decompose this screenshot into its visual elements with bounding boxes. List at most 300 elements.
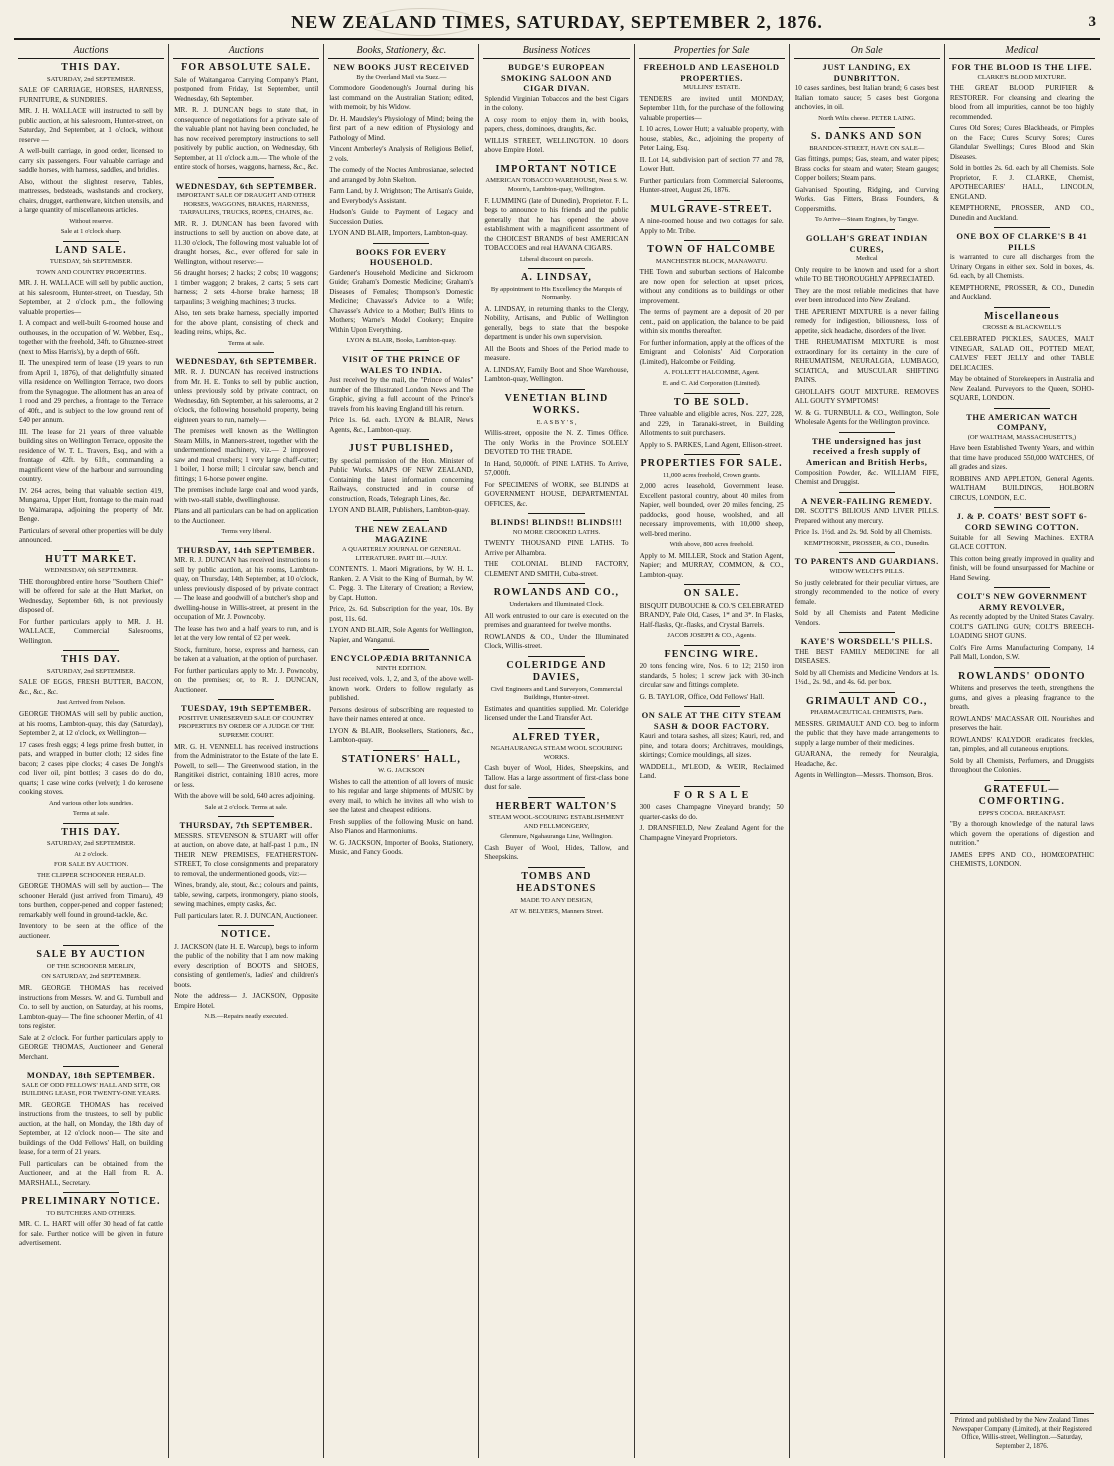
advertisement (329, 62, 473, 239)
divider (684, 706, 740, 707)
column-header: Books, Stationery, &c. (328, 44, 474, 59)
advertisement-text: AT W. BELYER'S, Manners Street. (509, 907, 604, 915)
advertisement-text: Just received by the mail, the "Prince of Wales" number of the Illustrated London News and The Graphic, giving a full account of the Prince's travels from his leaving England till his return. (329, 376, 474, 413)
divider (839, 492, 895, 493)
advertisement (19, 650, 163, 818)
advertisement-text: Wines, brandy, ale, stout, &c.; colours and paints, table, sewing, carpets, ironmongery, piano stools, sewing machines, empty casks, &c. (174, 881, 319, 909)
advertisement-text: GEORGE THOMAS will sell by public auction, at his rooms, Lambton-quay, this day (Saturday), September 2, at 12 o'clock, ex Wellington— (19, 710, 164, 737)
advertisement-title: TO BE SOLD. (673, 396, 750, 408)
advertisement-text: The comedy of the Noctes Ambrosianae, selected and arranged by John Skelton. (329, 166, 474, 184)
advertisement-subtitle: MULLINS' ESTATE. (683, 84, 741, 92)
advertisement (640, 786, 784, 844)
advertisement-text: II. The unexpired term of lease (19 years to run from April 1, 1876), of that delightfully situated villa residence on Wellington Terrace, two doors from the Synagogue. The allotment has an area of 1 rood and 29 perches, a frontage to the Terrace of 40ft., and is subject to the low ground rent of £40 per annum. (19, 359, 164, 425)
column-2 (169, 44, 324, 1458)
advertisement-text: ROWLANDS & CO., Under the Illuminated Clock, Willis-street. (484, 632, 629, 650)
advertisement-text: Just Arrived from Nelson. (56, 699, 126, 707)
column-3 (324, 44, 479, 1458)
advertisement-subtitle: TUESDAY, 5th SEPTEMBER. (49, 258, 133, 266)
advertisement-text: For further particulars apply to MR. J. H. WALLACE, Commercial Salesrooms, Wellington. (19, 617, 164, 645)
advertisement-title: ROWLANDS' ODONTO (958, 670, 1086, 682)
advertisement-text: KEMPTHORNE, PROSSER, AND CO., Dunedin and Auckland. (949, 204, 1094, 222)
advertisement (795, 632, 939, 688)
advertisement-title: THIS DAY. (61, 826, 121, 838)
divider (373, 243, 429, 244)
advertisement-text: Full particulars can be obtained from the Auctioneer, and at the Hall from R. A. MARSHALL, Secretary. (19, 1159, 164, 1187)
advertisement-text: The premises include large coal and wood yards, with two-stall stable, dwellinghouse. (174, 486, 319, 504)
advertisement (640, 645, 784, 703)
advertisement-subtitle: IMPORTANT SALE OF DRAUGHT AND OTHER HORSES, WAGGONS, BRAKES, HARNESS, TARPAULINS, TRUCKS, ROPES, CHAINS, &c. (176, 192, 316, 217)
advertisement-title: VENETIAN BLIND WORKS. (504, 392, 609, 417)
divider (528, 389, 584, 390)
advertisement (329, 243, 473, 346)
advertisement-text: GEORGE THOMAS will sell by auction— The schooner Herald (just arrived from Timaru), 49 tons burthen, copper-pened and copper fastened; remarkably well found in ground-tackle, &c. (19, 882, 164, 919)
divider (684, 240, 740, 241)
advertisement-text: Sale at 1 o'clock sharp. (60, 228, 122, 236)
advertisement-text: Splendid Virginian Tobaccos and the best Cigars in the colony. (484, 94, 629, 113)
divider (373, 649, 429, 650)
advertisement-text: ROWLANDS' KALYDOR eradicates freckles, tan, pimples, and all cutaneous eruptions. (949, 735, 1094, 754)
advertisement-text: A. LINDSAY, in returning thanks to the Clergy, Nobility, Artisans, and Public of Wellington generally, begs to state that the bespoke department is under his own supervision. (484, 304, 629, 342)
advertisement-text: Sold by all Chemists, Perfumers, and Druggists throughout the Colonies. (949, 756, 1094, 775)
advertisement-text: Kauri and totara sashes, all sizes; Kauri, red, and pine, and totara doors; Architraves, mouldings, skirtings; Cornice mouldings, all sizes. (639, 732, 784, 760)
advertisement-subtitle: WIDOW WELCH'S PILLS. (829, 567, 905, 575)
divider (839, 692, 895, 693)
divider (839, 127, 895, 128)
advertisement-text: Three valuable and eligible acres, Nos. 227, 228, and 229, in Taranaki-street, in Building Allotments to suit purchasers. (639, 410, 784, 437)
advertisement-title: FREEHOLD AND LEASEHOLD PROPERTIES. (643, 62, 780, 83)
advertisement-text: 10 cases sardines, best Italian brand; 6 cases best Italian tomato sauce; 5 cases best Gorgona anchovies, in oil. (794, 84, 939, 112)
advertisement-text: MESSRS. STEVENSON & STUART will offer at auction, on above date, at half-past 1 p.m., IN THEIR NEW PREMISES, FEATHERSTON-STREET, To close consignments and preparatory to removal, the undermentioned goods, viz:— (174, 831, 319, 878)
advertisement-title: BUDGE'S EUROPEAN SMOKING SALOON AND CIGAR DIVAN. (501, 62, 612, 94)
advertisement-title: JUST PUBLISHED, (348, 443, 454, 455)
advertisement-text: All the Boots and Shoes of the Period made to measure. (484, 344, 629, 363)
advertisement-text: Liberal discount on parcels. (519, 255, 594, 263)
advertisement-text: Agents in Wellington—Messrs. Thomson, Bros. (794, 771, 934, 780)
advertisement (329, 439, 473, 516)
advertisement-text: Just received, vols. 1, 2, and 3, of the above well-known work. Orders to follow regularly as published. (329, 675, 474, 703)
advertisement-title: THE NEW ZEALAND MAGAZINE (354, 523, 448, 545)
divider (994, 667, 1050, 668)
advertisement (484, 583, 628, 651)
advertisement-text: Apply to S. PARKES, Land Agent, Ellison-street. (639, 440, 783, 449)
advertisement (329, 520, 473, 645)
advertisement-title: PROPERTIES FOR SALE. (640, 458, 783, 469)
divider (218, 352, 274, 353)
advertisement (329, 350, 473, 435)
column-1 (14, 44, 169, 1458)
advertisement-text: A nine-roomed house and two cottages for sale. Apply to Mr. Tribe. (639, 217, 784, 235)
advertisement-text: LYON & BLAIR, Books, Lambton-quay. (346, 337, 457, 345)
divider (684, 393, 740, 394)
advertisement-text: Sold by all Chemists and Medicine Vendors at 1s. 1½d., 2s. 9d., and 4s. 6d. per box. (794, 668, 939, 687)
advertisement-text: Price 1s. 1½d. and 2s. 9d. Sold by all Chemists. (794, 528, 932, 537)
advertisement-text: Wishes to call the attention of all lovers of music to his regular and large shipments of MUSIC by every mail, to which he invites all who wish to see the latest and cheapest editions. (329, 777, 474, 815)
advertisement-subtitle: NO MORE CROOKED LATHS. (512, 528, 601, 536)
advertisement (484, 797, 628, 863)
divider (218, 925, 274, 926)
advertisement-text: Galvanised Spouting, Ridging, and Curving Works. Gas Fitters, Brass Founders, & Coppersmiths. (794, 185, 939, 213)
advertisement-text: MR. R. J. DUNCAN has been favored with instructions to sell by auction on above date, at 11.30 o'clock, The following most valuable lot of draught horses, &c., ever offered for sale in Wellington, without reserve:— (174, 219, 319, 266)
advertisement-title: ENCYCLOPÆDIA BRITANNICA (330, 653, 473, 664)
advertisement (19, 550, 163, 647)
newspaper-page (14, 8, 1100, 1460)
advertisement-title: THIS DAY. (61, 654, 121, 666)
divider (994, 587, 1050, 588)
advertisement-text: J. DRANSFIELD, New Zealand Agent for the Champagne Vineyard Proprietors. (639, 824, 784, 842)
divider (373, 520, 429, 521)
advertisement-subtitle: A QUARTERLY JOURNAL OF GENERAL LITERATURE. PART III.—JULY. (342, 546, 461, 562)
advertisement-title: STATIONERS' HALL, (341, 753, 462, 765)
advertisement-text: The lease has two and a half years to run, and is let at the very low rental of £2 per week. (174, 624, 319, 643)
advertisement-title: GRIMAULT AND CO., (806, 695, 928, 707)
advertisement-text: THE Town and suburban sections of Halcombe are now open for selection at upset prices, without any conditions as to buildings or other improvement. (639, 268, 784, 305)
advertisement-text: Inventory to be seen at the office of the auctioneer. (19, 922, 164, 940)
advertisement-title: ON SALE. (683, 588, 740, 600)
advertisement (19, 945, 163, 1062)
advertisement (174, 177, 318, 349)
advertisement-text: W. G. JACKSON, Importer of Books, Stationery, Music, and Fancy Goods. (329, 838, 474, 857)
advertisement-title: GOLLAH'S GREAT INDIAN CURES, (805, 232, 928, 254)
advertisement-text: IV. 264 acres, being that valuable section 419, Mungaroa, Upper Hutt, frontage to the main road to Waimarapa, adjoining the property of Mr. Benge. (19, 486, 164, 524)
divider (63, 1066, 119, 1067)
advertisement (329, 750, 473, 858)
advertisement-subtitle: SATURDAY, 2nd SEPTEMBER. (46, 667, 136, 675)
advertisement (174, 699, 318, 812)
advertisement-title: PRELIMINARY NOTICE. (21, 1196, 161, 1208)
advertisement (795, 692, 939, 781)
printer-imprint: Printed and published by the New Zealand Times Newspaper Company (Limited), at their Registered Office, Willis-street, Wellington.—Saturday, September 2, 1876. (950, 1413, 1094, 1452)
advertisement-text: Terms at sale. (72, 810, 110, 818)
advertisement-text: Full particulars later. R. J. DUNCAN, Auctioneer. (174, 911, 318, 920)
advertisement-text: Price, 2s. 6d. Subscription for the year, 10s. By post, 11s. 6d. (329, 605, 474, 623)
column-header: On Sale (794, 44, 940, 59)
advertisement (950, 507, 1094, 583)
advertisement-text: Also, without the slightest reserve, Tables, mattresses, bedsteads, washstands and crockery, chairs, drugget, earthenware, kitchen utensils, and a large quantity of miscellaneous articles. (19, 177, 164, 215)
advertisement-text: The premises well known as the Wellington Steam Mills, in Manners-street, together with the undermentioned machinery, viz.— 2 improved saw and meal crushers; 1 very large chaff-cutter; 1 boiler, 1 horse mill; 1 circular saw, bench and fittings; 1 6-horse power engine. (174, 427, 319, 483)
divider (528, 797, 584, 798)
advertisement-subtitle: SATURDAY, 2nd SEPTEMBER. (46, 840, 136, 848)
divider (684, 200, 740, 201)
advertisement (950, 227, 1094, 303)
advertisement-text: 20 tons fencing wire, Nos. 6 to 12; 2150 iron standards, 5 holes; 1 screw jack with 30-inch circular saw and fittings complete. (639, 662, 784, 690)
advertisement-text: THE RHEUMATISM MIXTURE is most extraordinary for its certainty in the cure of RHEUMATISM, NEURALGIA, LUMBAGO, SCIATICA, and MUSCULAR SHIFTING PAINS. (794, 338, 939, 385)
advertisement-title: THE undersigned has just received a fresh supply of American and British Herbs, (806, 435, 928, 467)
advertisement (174, 62, 318, 173)
advertisement-text: Have been Established Twenty Years, and within that time have produced 550,000 WATCHES, Of all grades and sizes. (949, 444, 1094, 472)
advertisement-title: MULGRAVE-STREET. (650, 203, 773, 215)
advertisement-title: LAND SALE. (55, 244, 127, 256)
advertisement (640, 200, 784, 237)
advertisement-text: MR. GEORGE THOMAS has received instructions from the trustees, to sell by public auction, at the hall, on Monday, the 18th day of September, at 12 o'clock noon— The site and buildings of the Odd Fellows' Hall, on building lease, for a term of 21 years. (19, 1100, 164, 1157)
advertisement-text: Cash buyer of Wool, Hides, Sheepskins, and Tallow. Has a large assortment of first-class bone dust for sale. (484, 764, 629, 792)
advertisement-text: KEMPTHORNE, PROSSER, & CO., Dunedin. (804, 539, 930, 547)
advertisement (484, 389, 628, 510)
advertisement-title: Miscellaneous (984, 310, 1060, 322)
advertisement (484, 728, 628, 793)
divider (528, 583, 584, 584)
advertisement-text: MR. R. J. DUNCAN begs to state that, in consequence of negotiations for a private sale of the valuable plant not having been concluded, he has now received peremptory instructions to sell positively by public auction, on Wednesday, 6th September, at 11 o'clock a.m.— The whole of the entire stock of horses, waggons, harness, &c., &c. (174, 106, 319, 171)
advertisement-text: Terms at sale. (228, 339, 265, 347)
advertisement-subtitle: Undertakers and Illuminated Clock. (509, 600, 604, 608)
advertisement-text: At 2 o'clock. (74, 850, 108, 858)
advertisement-text: III. The lease for 21 years of three valuable building sites on Wellington Terrace, opposite the residence of W. T. L. Travers, Esq., and with a frontage of 42ft. by 61ft., commanding a magnificent view of the harbour and surrounding country. (19, 427, 164, 484)
advertisement-text: Further particulars from Commercial Salerooms, Hunter-street, August 26, 1876. (639, 176, 784, 195)
advertisement-text: THE GREAT BLOOD PURIFIER & RESTORER. For cleansing and clearing the blood from all impurities, cannot be too highly recommended. (949, 84, 1094, 121)
advertisement-text: Composition Powder, &c. WILLIAM FIFE, Chemist and Druggist. (794, 468, 939, 487)
advertisement-text: 11,000 acres freehold, Crown grants. (662, 471, 761, 479)
divider (218, 541, 274, 542)
advertisement-subtitle: EPPS'S COCOA. BREAKFAST. (978, 809, 1066, 817)
advertisement-text: May be obtained of Storekeepers in Australia and New Zealand. Purveyors to the Queen, SOHO-SQUARE, LONDON. (949, 375, 1094, 402)
advertisement (19, 241, 163, 546)
advertisement-text: North Wilts cheese. PETER LAING. (818, 114, 916, 122)
advertisement-text: Terms very liberal. (221, 528, 272, 535)
advertisement-title: NEW BOOKS JUST RECEIVED (333, 62, 470, 72)
advertisement-text: By special permission of the Hon. Minister of Public Works. MAPS OF NEW ZEALAND, Containing the latest information concerning Railways, constructed and in course of construction, Roads, Telegraph Lines, &c. (329, 456, 474, 503)
advertisement-text: THE APERIENT MIXTURE is a never failing remedy for indigestion, biliousness, loss of appetite, sick headache, disorders of the liver. (794, 307, 939, 335)
advertisement-title: THE AMERICAN WATCH COMPANY, (966, 411, 1078, 433)
advertisement-text: Stock, furniture, horse, express and harness, can be taken at a valuation, at the option of purchaser. (174, 645, 319, 664)
advertisement-title: ONE BOX OF CLARKE'S B 41 PILLS (956, 231, 1088, 252)
advertisement (795, 62, 939, 123)
advertisement (174, 541, 318, 696)
advertisement-text: SALE OF CARRIAGE, HORSES, HARNESS, FURNITURE, & SUNDRIES. (19, 86, 164, 104)
advertisement-subtitle: Medical (855, 255, 878, 263)
advertisement-title: BLINDS! BLINDS!! BLINDS!!! (490, 517, 623, 528)
divider (994, 307, 1050, 308)
advertisement-text: F. LUMMING (late of Dunedin), Proprietor. F. L. begs to announce to his friends and the public generally that he has opened the above establishment with a magnificent assortment of the CHOICEST BRANDS of best AMERICAN TOBACCOES and real HAVANA CIGARS. (484, 196, 629, 252)
advertisement-text: Sold in bottles 2s. 6d. each by all Chemists. Sole Proprietor, F. J. CLARKE, Chemist, APOTHECARIES' HALL, LINCOLN, ENGLAND. (949, 164, 1094, 201)
advertisement-subtitle: BRANDON-STREET, HAVE ON SALE— (809, 144, 925, 152)
advertisement (19, 823, 163, 942)
advertisement-text: Plans and all particulars can be had on application to the Auctioneer. (174, 507, 319, 525)
advertisement-text: Note the address— J. JACKSON, Opposite Empire Hotel. (174, 992, 319, 1010)
advertisement-subtitle: STEAM WOOL-SCOURING ESTABLISHMENT AND FELLMONGERY, (489, 814, 624, 830)
advertisement-text: SALE OF EGGS, FRESH BUTTER, BACON, &c., &c., &c. (19, 678, 164, 696)
advertisement-subtitle: SALE OF ODD FELLOWS' HALL AND SITE, OR BUILDING LEASE, FOR TWENTY-ONE YEARS. (21, 1081, 161, 1098)
divider (373, 750, 429, 751)
advertisement-text: The terms of payment are a deposit of 20 per cent., paid on application, the balance to be paid within six months thereafter. (639, 308, 784, 336)
advertisement (950, 307, 1094, 404)
divider (684, 645, 740, 646)
advertisement-title: A. LINDSAY, (520, 272, 593, 284)
column-7 (945, 44, 1099, 1458)
advertisement (795, 432, 939, 488)
column-4 (479, 44, 634, 1458)
advertisement-title: TUESDAY, 19th SEPTEMBER. (180, 703, 312, 714)
column-header: Properties for Sale (639, 44, 785, 59)
advertisement (484, 160, 628, 264)
advertisement-text: Sale at 2 o'clock. For further particulars apply to GEORGE THOMAS, Auctioneer and General Merchant. (19, 1033, 164, 1061)
divider (994, 507, 1050, 508)
advertisement-text: 17 cases fresh eggs; 4 legs prime fresh butter, in pats, and wrapped in butter cloth; 12 sides fine bacon; 2 cases pipe clocks; 4 cases De Jongh's cod liver oil, pint bottles; 3 cases do do do, quarts; 1 case wine corks (velvet); 1 do kerosene cooking stoves. (19, 740, 164, 796)
advertisement-text: Vincent Amberley's Analysis of Religious Belief, 2 vols. (329, 145, 474, 163)
advertisement-text: ON SATURDAY, 2nd SEPTEMBER. (41, 973, 141, 981)
advertisement-text: Cures Old Sores; Cures Blackheads, or Pimples on the Face; Cures Scurvy Sores; Cures Glandular Swellings; Cures Blood and Skin Diseases. (949, 124, 1094, 161)
advertisement-title: ROWLANDS AND CO., (493, 587, 620, 599)
advertisement-text: WILLIS STREET, WELLINGTON. 10 doors above Empire Hotel. (484, 136, 629, 155)
advertisement-text: WADDELL, M'LEOD, & WEIR, Reclaimed Land. (639, 762, 784, 781)
advertisement-title: COLERIDGE AND DAVIES, (506, 659, 607, 683)
advertisement-text: They are the most reliable medicines that have ever been introduced into New Zealand. (794, 286, 939, 305)
divider (373, 439, 429, 440)
advertisement-text: TENDERS are invited until MONDAY, September 11th, for the purchase of the following valuable properties— (639, 94, 784, 122)
advertisement-text: For further information, apply at the offices of the Emigrant and Colonists' Aid Corporation (Limited), Halcombe or Feilding. (639, 338, 784, 366)
advertisement (950, 408, 1094, 504)
divider (63, 650, 119, 651)
advertisement-text: A. FOLLETT HALCOMBE, Agent. (663, 369, 760, 377)
advertisement-text: MR. GEORGE THOMAS has received instructions from Messrs. W. and G. Turnbull and Co. to sell by auction, on Saturday, at his rooms, Lambton-quay— The fine schooner Merlin, of 41 tons register. (19, 984, 164, 1030)
advertisement-title: KAYE'S WORSDELL'S PILLS. (800, 636, 933, 646)
advertisement-title: HERBERT WALTON'S (495, 800, 618, 812)
advertisement-text: For SPECIMENS of WORK, see BLINDS at GOVERNMENT HOUSE, DEPARTMENTAL OFFICES, &c. (484, 480, 629, 508)
advertisement (19, 1066, 163, 1188)
advertisement-title: S. DANKS AND SON (811, 131, 923, 143)
advertisement-text: JAMES EPPS AND CO., HOMŒOPATHIC CHEMISTS, LONDON. (949, 850, 1094, 869)
advertisement-title: WEDNESDAY, 6th SEPTEMBER. (175, 356, 317, 367)
advertisement-text: W. & G. TURNBULL & CO., Wellington, Sole Wholesale Agents for the Wellington province. (794, 408, 939, 427)
advertisement-text: Apply to M. MILLER, Stock and Station Agent, Napier; and MURRAY, COMMON, & CO., Lambton-quay. (639, 551, 784, 579)
advertisement-subtitle: AMERICAN TOBACCO WAREHOUSE, Next S. W. Moorn's, Lambton-quay, Wellington. (485, 177, 628, 193)
divider (528, 867, 584, 868)
advertisement-text: For further particulars apply to Mr. J. Powncoby, on the premises; or, to R. J. DUNCAN, Auctioneer. (174, 666, 319, 694)
advertisement-text: LYON AND BLAIR, Importers, Lambton-quay. (329, 229, 468, 238)
advertisement (950, 667, 1094, 776)
advertisement (484, 62, 628, 156)
advertisement-text: Estimates and quantities supplied. Mr. Coleridge licensed under the Land Transfer Act. (484, 704, 629, 723)
advertisement-text: A well-built carriage, in good order, licensed to carry six passengers. Four valuable carriage and saddle horses, with harness, saddles, and bridles. (19, 147, 164, 175)
advertisement-columns (14, 44, 1100, 1458)
advertisement-title: SALE BY AUCTION (36, 949, 146, 961)
advertisement (795, 229, 939, 428)
advertisement (484, 268, 628, 385)
advertisement-text: MR. J. H. WALLACE will instructed to sell by public auction, at his salesroom, Hunter-street, on Saturday, 2nd September, at 1 o'clock, without reserve — (19, 107, 164, 144)
divider (994, 227, 1050, 228)
advertisement-subtitle: MADE TO ANY DESIGN, (520, 896, 593, 904)
advertisement (640, 62, 784, 196)
advertisement-title: COLT'S NEW GOVERNMENT ARMY REVOLVER, (956, 591, 1088, 612)
advertisement-text: LYON AND BLAIR, Publishers, Lambton-quay. (329, 506, 470, 515)
column-header: Auctions (18, 44, 164, 59)
advertisement-text: MR. G. H. VENNELL has received instructions from the Administrator to the Estate of the late E. Powell, to sell— The Greenwood station, in the Rangitikei district, containing 1810 acres, more or less. (174, 742, 319, 789)
advertisement-text: Commodore Goodenough's Journal during his last command on the Australian Station; edited, with memoir, by his Widow. (329, 84, 474, 112)
advertisement-text: MR. J. H. WALLACE will sell by public auction, at his salesroom, Hunter-street, on Tuesday, 5th September, at 2 o'clock p.m., the following valuable properties— (19, 279, 164, 316)
advertisement-text: Persons desirous of subscribing are requested to have their names entered at once. (329, 705, 474, 724)
advertisement-subtitle: TO BUTCHERS AND OTHERS. (46, 1209, 136, 1217)
divider (839, 632, 895, 633)
advertisement-title: F O R S A L E (673, 789, 750, 801)
advertisement-text: Fresh supplies of the following Music on hand. Also Pianos and Harmoniums. (329, 817, 474, 836)
advertisement-text: To Arrive—Steam Engines, by Tangye. (814, 216, 919, 224)
advertisement-text: In Hand, 50,000ft. of PINE LATHS. To Arrive, 57,000ft. (484, 459, 629, 478)
advertisement (174, 925, 318, 1022)
advertisement-text: THE COLONIAL BLIND FACTORY, CLEMENT AND SMITH, Cuba-street. (484, 560, 629, 578)
advertisement-subtitle: SATURDAY, 2nd SEPTEMBER. (46, 75, 136, 83)
advertisement-text: CELEBRATED PICKLES, SAUCES, MALT VINEGAR, SALAD OIL, POTTED MEAT, CALVES' FEET JELLY and other TABLE DELICACIES. (949, 335, 1094, 372)
advertisement-text: Cash Buyer of Wool, Hides, Tallow, and Sheepskins. (484, 843, 629, 862)
advertisement-text: Without reserve. (69, 217, 113, 225)
divider (63, 823, 119, 824)
advertisement-text: Willis-street, opposite the N. Z. Times Office. The only Works in the Province SOLELY DEVOTED TO THE TRADE. (484, 429, 629, 457)
divider (63, 241, 119, 242)
divider (218, 699, 274, 700)
advertisement-text: And various other lots sundries. (49, 799, 134, 807)
advertisement-title: ON SALE AT THE CITY STEAM SASH & DOOR FACTORY. (641, 710, 782, 731)
advertisement-text: TWENTY THOUSAND PINE LATHS. To Arrive per Alhambra. (484, 539, 629, 557)
advertisement-subtitle: WEDNESDAY, 6th SEPTEMBER. (44, 567, 138, 575)
advertisement-subtitle: MANCHESTER BLOCK, MANAWATU. (655, 257, 768, 265)
advertisement-subtitle: CLARKE'S BLOOD MIXTURE. (977, 73, 1067, 81)
advertisement-text: 56 draught horses; 2 hacks; 2 cobs; 10 waggons; 1 timber waggon; 2 brakes, 2 carts; 5 sets cart harness; 2 sets 4-horse brake harness; 18 tarpaulins; 3 weighing machines; 3 trucks. (174, 269, 319, 306)
column-header: Business Notices (483, 44, 629, 59)
divider (528, 728, 584, 729)
advertisement-text: Gas fittings, pumps; Gas, steam, and water pipes; Brass cocks for steam and water; Steam gauges; Copper boilers; Steam pans. (794, 155, 939, 183)
advertisement (640, 240, 784, 388)
advertisement-title: WEDNESDAY, 6th SEPTEMBER. (175, 180, 317, 191)
divider (994, 408, 1050, 409)
advertisement (174, 816, 318, 921)
advertisement-text: With above, 800 acres freehold. (669, 541, 754, 549)
advertisement-text: FOR SALE BY AUCTION. (54, 861, 129, 869)
divider (839, 229, 895, 230)
advertisement-title: TO PARENTS AND GUARDIANS. (794, 556, 939, 567)
advertisement-text: E. and C. Aid Corporation (Limited). (662, 379, 761, 387)
advertisement-title: IMPORTANT NOTICE (495, 163, 618, 175)
advertisement-text: G. B. TAYLOR, Office, Odd Fellows' Hall. (639, 692, 765, 701)
advertisement-subtitle: NGAHAURANGA STEAM WOOL SCOURING WORKS. (490, 745, 623, 761)
advertisement-subtitle: (OF WALTHAM, MASSACHUSETTS,) (967, 433, 1077, 441)
advertisement-text: II. Lot 14, subdivision part of section 77 and 78, Lower Hutt. (639, 155, 784, 174)
advertisement-text: Only require to be known and used for a short while TO BE THOROUGHLY APPRECIATED. (794, 265, 939, 284)
advertisement-text: MR. R. J. DUNCAN has received instructions to sell by public auction, at his rooms, Lambton-quay, on Thursday, 14th September, at 10 o'clock, unless previously disposed of by private contract— The lease and goodwill of a butcher's shop and dwelling-house in Willis-street, at present in the occupation of Mr. J. Powncoby. (174, 556, 319, 622)
divider (218, 177, 274, 178)
column-5 (635, 44, 790, 1458)
advertisement-text: With the above will be sold, 640 acres adjoining. (174, 792, 315, 800)
advertisement-subtitle: By the Overland Mail via Suez.— (356, 73, 447, 81)
advertisement (950, 780, 1094, 870)
advertisement-text: "By a thorough knowledge of the natural laws which govern the operations of digestion and nutrition." (949, 820, 1094, 848)
advertisement-text: Colt's Fire Arms Manufacturing Company, 14 Pall Mall, London, S.W. (949, 643, 1094, 662)
advertisement-title: BOOKS FOR EVERY HOUSEHOLD. (355, 246, 447, 268)
advertisement-text: ROBBINS AND APPLETON, General Agents. WALTHAM BUILDINGS, HOLBORN CIRCUS, LONDON, E.C. (949, 474, 1094, 502)
advertisement (19, 62, 163, 237)
page-number: 3 (1088, 14, 1096, 30)
advertisement (640, 393, 784, 451)
advertisement-text: GUARANA, the remedy for Neuralgia, Headache, &c. (794, 750, 939, 768)
advertisement-text: THE thoroughbred entire horse "Southern Chief" will be offered for sale at the Hutt Market, on Wednesday, September 6th, is not previously disposed of. (19, 577, 164, 615)
advertisement-subtitle: W. G. JACKSON (378, 767, 425, 775)
advertisement-text: KEMPTHORNE, PROSSER, & CO., Dunedin and Auckland. (949, 283, 1094, 302)
advertisement-text: Gardener's Household Medicine and Sickroom Guide; Graham's Domestic Medicine; Graham's Diseases of Females; Thompson's Domestic Medicine; Chavasse's Advice to a Wife; Chavasse's Advice to a Mother; Bull's Hints to Mothers; Warne's Model Cookery; Enquire Within Upon Everything. (329, 268, 474, 334)
advertisement-subtitle: POSITIVE UNRESERVED SALE OF COUNTRY PROPERTIES BY ORDER OF A JUDGE OF THE SUPREME COURT. (178, 714, 315, 739)
divider (839, 552, 895, 553)
advertisement-subtitle: OF THE SCHOONER MERLIN, (46, 962, 136, 970)
divider (994, 780, 1050, 781)
advertisement-text: Sale at 2 o'clock. Terms at sale. (204, 803, 288, 811)
advertisement-title: FOR THE BLOOD IS THE LIFE. (951, 62, 1093, 72)
advertisement-text: I. A compact and well-built 6-roomed house and outhouses, in the occupation of W. Webber, Esq., together with the freehold, 34ft. to Ghuznee-street (next to Miss Harris's), by a depth of 66ft. (19, 319, 164, 356)
advertisement-text: 2,000 acres leasehold, Government lease. Excellent pastoral country, about 40 miles from Napier, well bounded, over 20 miles fencing, 25 paddocks, good house, woolshed, and all necessary improvements, with 10,000 sheep, well-bred merino. (639, 482, 784, 538)
advertisement (19, 1192, 163, 1249)
divider (218, 816, 274, 817)
divider (528, 268, 584, 269)
divider (528, 513, 584, 514)
advertisement-text: Suitable for all Sewing Machines. EXTRA GLACE COTTON. (949, 533, 1094, 552)
advertisement (484, 656, 628, 724)
advertisement-title: ALFRED TYER, (512, 731, 601, 743)
advertisement (795, 492, 939, 549)
advertisement-text: So justly celebrated for their peculiar virtues, are strongly recommended to the notice of every female. (794, 578, 939, 606)
